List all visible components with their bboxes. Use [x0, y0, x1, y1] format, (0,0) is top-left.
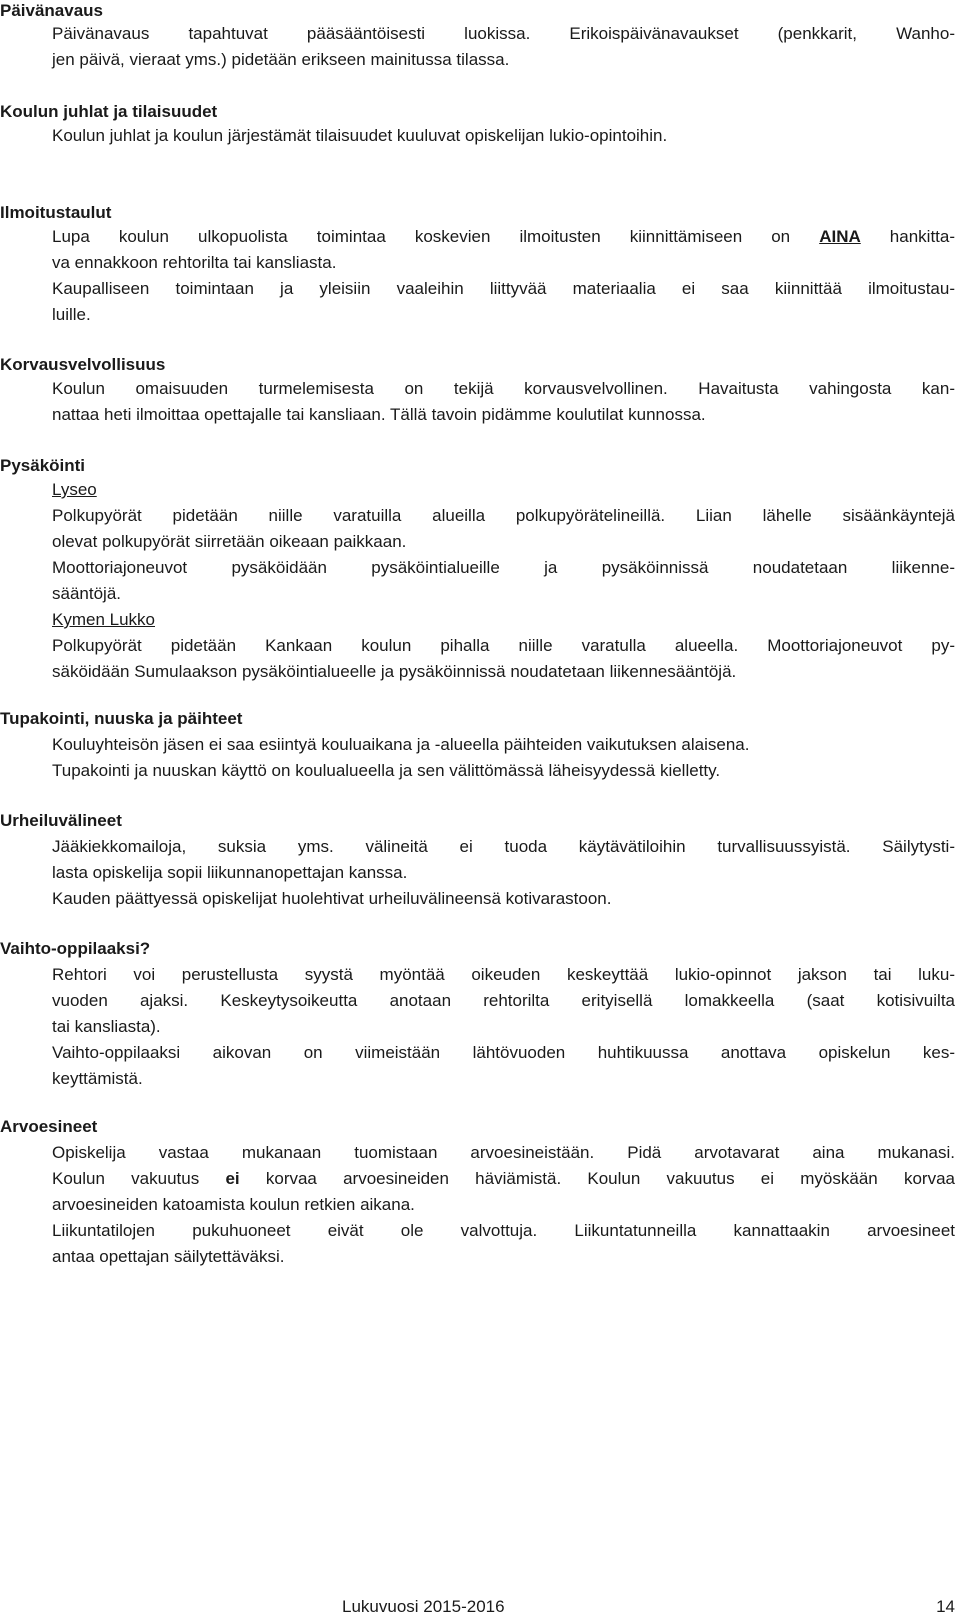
- text-line: antaa opettajan säilytettäväksi.: [52, 1247, 285, 1266]
- section-heading: Tupakointi, nuuska ja päihteet: [0, 709, 243, 728]
- page-footer: [0, 1594, 960, 1620]
- text-line: säköidään Sumulaakson pysäköintialueelle ja pysäköinnissä noudatetaan liikennesääntöjä.: [52, 662, 737, 681]
- subheading-lyseo: [52, 477, 955, 503]
- section-body: [52, 21, 955, 73]
- text-line: Vaihto-oppilaaksi aikovan on viimeistään lähtövuoden huhtikuussa anottava opiskelun kes-: [52, 1043, 955, 1062]
- text-line: sääntöjä.: [52, 584, 121, 603]
- text-line: Päivänavaus tapahtuvat pääsääntöisesti luokissa. Erikoispäivänavaukset (penkkarit, Wanho-: [52, 24, 955, 43]
- text-line: Polkupyörät pidetään niille varatuilla alueilla polkupyörätelineillä. Liian lähelle sisäänkäyntejä: [52, 506, 955, 525]
- subheading-text: Kymen Lukko: [52, 610, 155, 629]
- ei-emphasis: ei: [225, 1169, 240, 1188]
- section-heading: Arvoesineet: [0, 1117, 98, 1136]
- text-line: Koulun juhlat ja koulun järjestämät tilaisuudet kuuluvat opiskelijan lukio-opintoihin.: [52, 126, 668, 145]
- section-body: [52, 477, 955, 685]
- text-line: va ennakkoon rehtorilta tai kansliasta.: [52, 253, 337, 272]
- subheading-text: Lyseo: [52, 480, 97, 499]
- section-body: [52, 376, 955, 428]
- aina-emphasis: AINA: [819, 227, 861, 246]
- section-heading: Urheiluvälineet: [0, 811, 122, 830]
- section-body: [52, 834, 955, 912]
- text-line: vuoden ajaksi. Keskeytysoikeutta anotaan rehtorilta erityisellä lomakkeella (saat kotisivuilta: [52, 991, 955, 1010]
- text-line: Koulun omaisuuden turmelemisesta on tekijä korvausvelvollinen. Havaitusta vahingosta kan-: [52, 379, 955, 398]
- section-heading: Päivänavaus: [0, 1, 104, 20]
- text-line: Opiskelija vastaa mukanaan tuomistaan arvoesineistään. Pidä arvotavarat aina mukanasi.: [52, 1143, 955, 1162]
- section-heading: Vaihto-oppilaaksi?: [0, 939, 151, 958]
- text-line: Jääkiekkomailoja, suksia yms. välineitä ei tuoda käytävätiloihin turvallisuussyistä. Säilytysti-: [52, 837, 955, 856]
- section-heading: Korvausvelvollisuus: [0, 355, 166, 374]
- section-heading: Koulun juhlat ja tilaisuudet: [0, 102, 218, 121]
- text-line: Polkupyörät pidetään Kankaan koulun pihalla niille varatulla alueella. Moottoriajoneuvot py-: [52, 636, 955, 655]
- text-line: nattaa heti ilmoittaa opettajalle tai kansliaan. Tällä tavoin pidämme koulutilat kunnossa.: [52, 405, 706, 424]
- text-line: jen päivä, vieraat yms.) pidetään erikseen mainitussa tilassa.: [52, 50, 510, 69]
- text-line: olevat polkupyörät siirretään oikeaan paikkaan.: [52, 532, 407, 551]
- text-line: [52, 1166, 955, 1192]
- footer-school-year: Lukuvuosi 2015-2016: [342, 1597, 505, 1616]
- text-line: Kauden päättyessä opiskelijat huolehtivat urheiluvälineensä kotivarastoon.: [52, 889, 612, 908]
- subheading-kymen-lukko: [52, 607, 955, 633]
- text-fragment: korvaa arvoesineiden häviämistä. Koulun vakuutus ei myöskään korvaa: [265, 1169, 955, 1188]
- text-line: tai kansliasta).: [52, 1017, 161, 1036]
- footer-page-number: 14: [936, 1597, 955, 1616]
- text-fragment: Koulun vakuutus: [52, 1169, 200, 1188]
- text-line: Rehtori voi perustellusta syystä myöntää oikeuden keskeyttää lukio-opinnot jakson tai luku-: [52, 965, 955, 984]
- text-line: Moottoriajoneuvot pysäköidään pysäköintialueille ja pysäköinnissä noudatetaan liikenne-: [52, 558, 955, 577]
- text-line: keyttämistä.: [52, 1069, 143, 1088]
- text-line: Kouluyhteisön jäsen ei saa esiintyä kouluaikana ja -alueella päihteiden vaikutuksen alaisena.: [52, 735, 750, 754]
- text-line: lasta opiskelija sopii liikunnanopettajan kanssa.: [52, 863, 408, 882]
- section-body: [52, 1140, 955, 1270]
- text-fragment: Lupa koulun ulkopuolista toimintaa koskevien ilmoitusten kiinnittämiseen on: [52, 227, 791, 246]
- text-line: [52, 224, 955, 250]
- section-body: [52, 224, 955, 328]
- text-line: luille.: [52, 305, 91, 324]
- text-line: arvoesineiden katoamista koulun retkien aikana.: [52, 1195, 415, 1214]
- text-fragment: hankitta-: [889, 227, 955, 246]
- section-heading: Pysäköinti: [0, 456, 86, 475]
- text-line: Kaupalliseen toimintaan ja yleisiin vaaleihin liittyvää materiaalia ei saa kiinnittää ilmoitustau-: [52, 279, 955, 298]
- section-body: [52, 732, 955, 784]
- section-body: [52, 123, 955, 149]
- text-line: Liikuntatilojen pukuhuoneet eivät ole valvottuja. Liikuntatunneilla kannattaakin arvoesineet: [52, 1221, 955, 1240]
- section-heading: Ilmoitustaulut: [0, 203, 112, 222]
- text-line: Tupakointi ja nuuskan käyttö on koulualueella ja sen välittömässä läheisyydessä kielletty.: [52, 761, 721, 780]
- section-body: [52, 962, 955, 1092]
